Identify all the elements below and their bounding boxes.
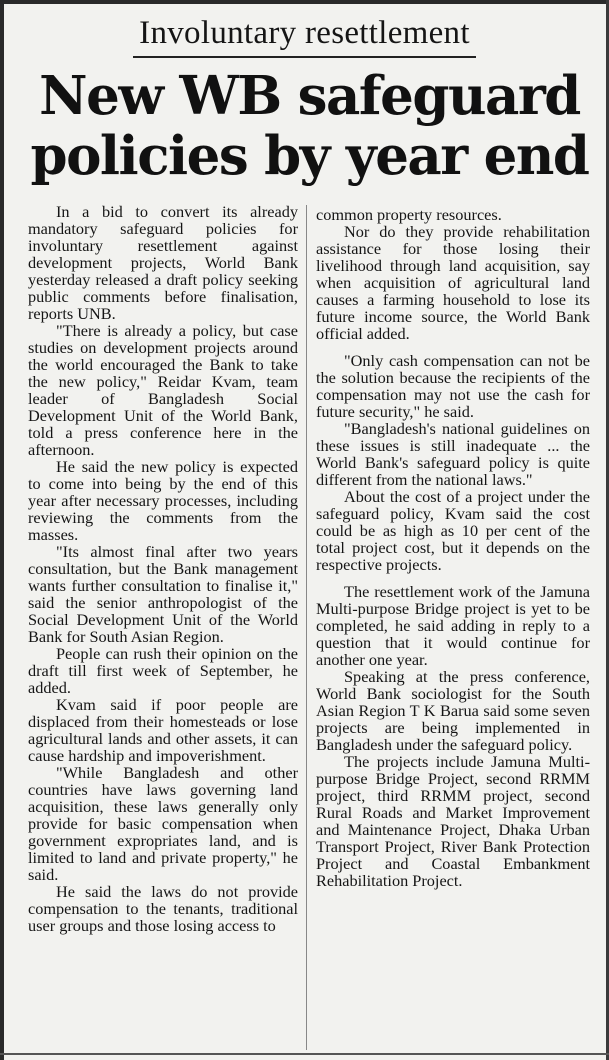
section-kicker: Involuntary resettlement <box>133 14 476 58</box>
paragraph: "Only cash compensation can not be the solution because the recipients of the compensation may not use the cash for future security," he said. <box>316 351 590 421</box>
column-divider <box>306 205 307 1050</box>
paragraph: People can rush their opinion on the draft till first week of September, he added. <box>28 644 298 697</box>
right-column <box>316 206 590 889</box>
clipping-border-top <box>0 0 609 4</box>
headline: New WB safeguard policies by year end <box>30 65 589 187</box>
left-column <box>28 203 298 934</box>
paragraph: common property resources. <box>316 205 502 224</box>
paragraph: "While Bangladesh and other countries have laws governing land acquisition, these laws generally only provide for basic compensation when government expropriates land, and is limited to land and private property," he said. <box>28 763 298 884</box>
paragraph: "Bangladesh's national guidelines on these issues is still inadequate ... the World Bank's safeguard policy is quite different from the national laws." <box>316 419 590 489</box>
paragraph: Speaking at the press conference, World Bank sociologist for the South Asian Region T K Barua said some seven projects are being implemented in Bangladesh under the safeguard policy. <box>316 667 590 754</box>
paragraph: "There is already a policy, but case studies on development projects around the world encouraged the Bank to take the new policy," Reidar Kvam, team leader of Bangladesh Social Development Unit of the World Bank, told a press conference here in the afternoon. <box>28 321 298 459</box>
paragraph: The resettlement work of the Jamuna Multi-purpose Bridge project is yet to be completed, he said adding in reply to a question that it would continue for another one year. <box>316 582 590 669</box>
kicker-container <box>0 14 609 58</box>
paragraph: The projects include Jamuna Multi-purpose Bridge Project, second RRMM project, third RRMM project, second Rural Roads and Market Improvement and Maintenance Project, Dhaka Urban Transport Project, River Bank Protection Project and Coastal Embankment Rehabilitation Project. <box>316 752 590 890</box>
paragraph: About the cost of a project under the safeguard policy, Kvam said the cost could be as high as 10 per cent of the total project cost, but it depends on the respective projects. <box>316 487 590 574</box>
paragraph: Kvam said if poor people are displaced from their homesteads or lose agricultural lands and other assets, it can cause hardship and impoverishment. <box>28 695 298 765</box>
paragraph: He said the new policy is expected to come into being by the end of this year after necessary processes, including reviewing the comments from the masses. <box>28 457 298 544</box>
paragraph: He said the laws do not provide compensation to the tenants, traditional user groups and those losing access to <box>28 882 298 935</box>
clipping-border-left <box>0 0 4 1060</box>
paragraph: In a bid to convert its already mandatory safeguard policies for involuntary resettlement against development projects, World Bank yesterday released a draft policy seeking public comments before finalisation, reports UNB. <box>28 202 298 323</box>
bottom-rule <box>0 1053 609 1055</box>
paragraph: Nor do they provide rehabilitation assistance for those losing their livelihood through land acquisition, say when acquisition of agricultural land causes a farming household to lose its future income source, the World Bank official added. <box>316 222 590 343</box>
paragraph: "Its almost final after two years consultation, but the Bank management wants further consultation to finalise it," said the senior anthropologist of the Social Development Unit of the World Bank for South Asian Region. <box>28 542 298 646</box>
